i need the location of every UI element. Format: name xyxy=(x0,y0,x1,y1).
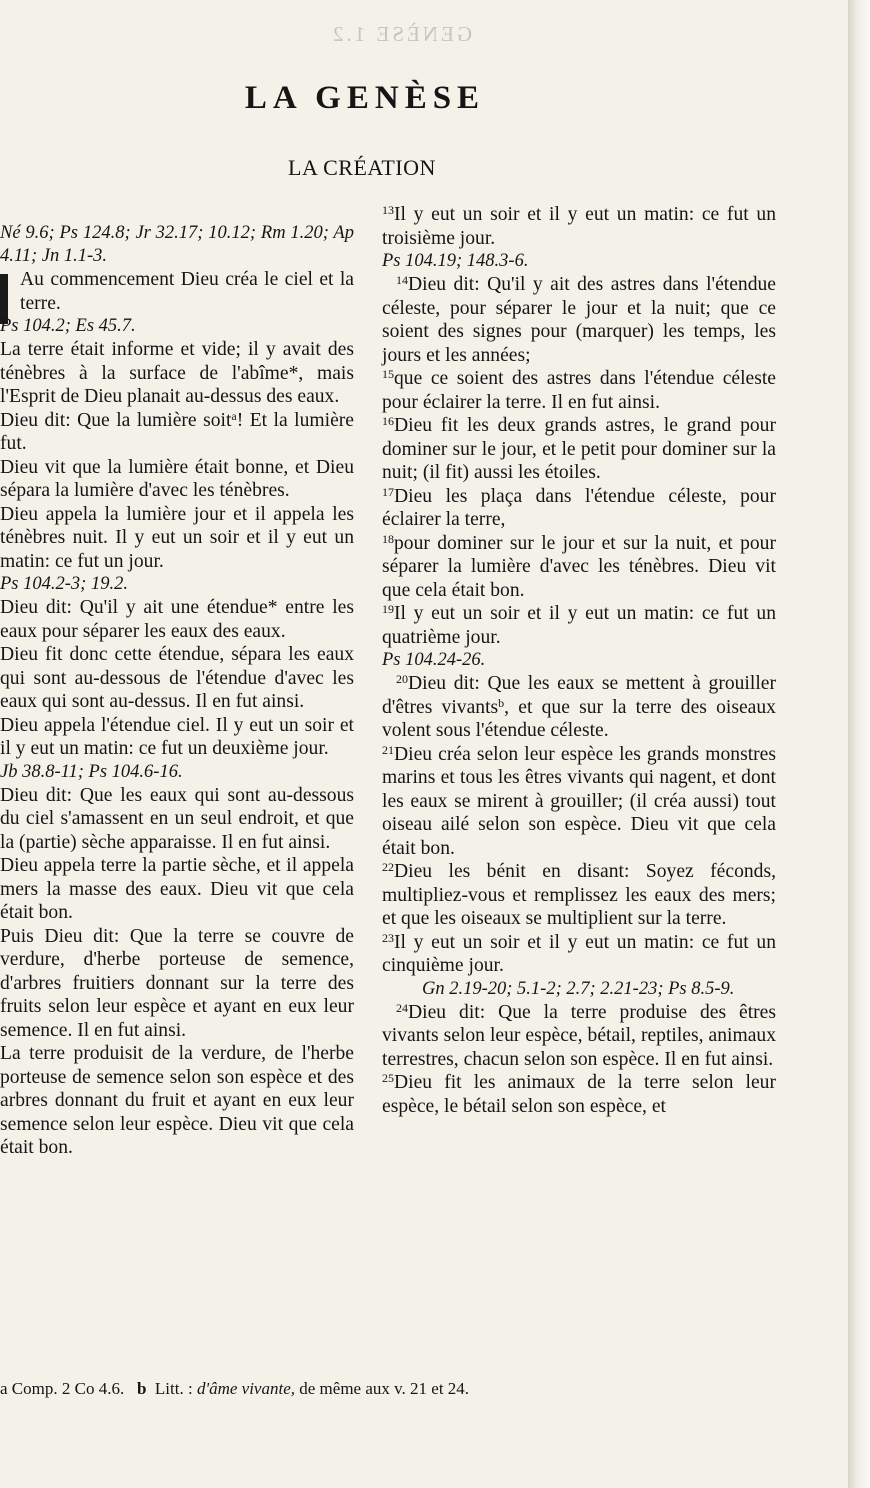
footnote-b-mark: b xyxy=(136,1379,147,1398)
verse-14: $^{14}$Dieu dit: Qu'il y ait des astres dans l'étendue céleste, pour séparer le jour et la nuit; que ce soient des signes pour (marquer) les temps, les jours et les années; xyxy=(382,273,776,366)
footnote-a: Comp. 2 Co 4.6. xyxy=(11,1379,125,1398)
verse-22: $^{22}$Dieu les bénit en disant: Soyez féconds, multipliez-vous et remplissez les eaux des mers; et que les oiseaux se multiplient sur la terre. xyxy=(382,860,776,929)
footnote-a-mark: a xyxy=(0,1379,8,1398)
verse-9: Dieu dit: Que les eaux qui sont au-dessous du ciel s'amassent en un seul endroit, et que la (partie) sèche apparaisse. Il en fut ainsi. xyxy=(0,784,354,853)
cross-reference: Ps 104.24-26. xyxy=(382,650,486,670)
cross-reference: Né 9.6; Ps 124.8; Jr 32.17; 10.12; Rm 1.20; Ap 4.11; Jn 1.1-3. xyxy=(0,223,354,266)
verse-number: 15 xyxy=(382,367,394,381)
verse-number: 17 xyxy=(382,484,394,499)
verse-10: Dieu appela terre la partie sèche, et il appela mers la masse des eaux. Dieu vit que cela était bon. xyxy=(0,855,354,923)
footnote-b-prefix: Litt. : xyxy=(154,1379,193,1398)
verse-number: 21 xyxy=(382,742,394,757)
section-title: LA CRÉATION xyxy=(288,155,436,180)
verse-6: Dieu dit: Qu'il y ait une étendue* entre les eaux pour séparer les eaux des eaux. xyxy=(0,597,354,642)
cross-reference: Ps 104.2-3; 19.2. xyxy=(0,574,128,594)
verse-18: $^{18}$pour dominer sur le jour et sur la nuit, et pour séparer la lumière d'avec les ténèbres. Dieu vit que cela était bon. xyxy=(382,531,776,601)
verse-19: $^{19}$Il y eut un soir et il y eut un matin: ce fut un quatrième jour. xyxy=(382,602,776,648)
verse-13: $^{13}$Il y eut un soir et il y eut un matin: ce fut un troisième jour. xyxy=(382,203,776,249)
verse-number: 13 xyxy=(382,203,394,217)
verse-8: Dieu appela l'étendue ciel. Il y eut un soir et il y eut un matin: ce fut un deuxième jour. xyxy=(0,714,354,759)
cross-reference: Jb 38.8-11; Ps 104.6-16. xyxy=(0,761,183,782)
verse-number: 16 xyxy=(382,414,394,428)
mirrored-running-head: GENÈSE 1.2 xyxy=(330,22,472,46)
cross-reference: Gn 2.19-20; 5.1-2; 2.7; 2.21-23; Ps 8.5-9. xyxy=(422,978,735,999)
cross-reference: Ps 104.19; 148.3-6. xyxy=(382,251,529,271)
footnotes xyxy=(0,1378,780,1400)
verse-2: La terre était informe et vide; il y avait des ténèbres à la surface de l'abîme*, mais l'Esprit de Dieu planait au-dessus des eaux. xyxy=(0,339,354,407)
verse-5: Dieu appela la lumière jour et il appela les ténèbres nuit. Il y eut un soir et il y eut un matin: ce fut un jour. xyxy=(0,503,354,572)
footnote-mark-b: b xyxy=(498,695,505,710)
book-title: LA GENÈSE xyxy=(244,80,486,116)
verse-number: 19 xyxy=(382,602,394,616)
verse-23: $^{23}$Il y eut un soir et il y eut un matin: ce fut un cinquième jour. xyxy=(382,930,776,976)
verse-number: 24 xyxy=(396,1000,408,1015)
verse-17: $^{17}$Dieu les plaça dans l'étendue céleste, pour éclairer la terre, xyxy=(382,484,776,530)
verse-12: La terre produisit de la verdure, de l'herbe porteuse de semence selon son espèce et des arbres donnant du fruit et ayant en eux leur semence selon leur espèce. Dieu vit que cela était bon. xyxy=(0,1043,354,1158)
verse-21: $^{21}$Dieu créa selon leur espèce les grands monstres marins et tous les êtres vivants qui nagent, et dont les eaux se mirent à grouiller; (il créa aussi) tout oiseau ailé selon son espèce. Dieu vit que cela était bon. xyxy=(382,742,776,859)
verse-11: Puis Dieu dit: Que la terre se couvre de verdure, d'herbe porteuse de semence, d'arbres fruitiers donnant sur la terre des fruits selon leur espèce et ayant en eux leur semence. Il en fut ainsi. xyxy=(0,925,354,1041)
verse-24: $^{24}$Dieu dit: Que la terre produise des êtres vivants selon leur espèce, bétail, reptiles, animaux terrestres, chacun selon son espèce. Il en fut ainsi. xyxy=(382,1000,776,1070)
left-column xyxy=(0,222,354,1160)
verse-number: 20 xyxy=(396,672,408,686)
footnote-b-italic: d'âme vivante, xyxy=(196,1379,295,1398)
page-edge xyxy=(848,0,870,1488)
verse-7: Dieu fit donc cette étendue, sépara les eaux qui sont au-dessous de l'étendue d'avec les eaux qui sont au-dessus. Il en fut ainsi. xyxy=(0,644,354,712)
verse-16: $^{16}$Dieu fit les deux grands astres, le grand pour dominer sur le jour, et le petit pour dominer sur la nuit; (il fit) aussi les étoiles. xyxy=(382,414,776,483)
verse-3: Dieu dit: Que la lumière soit$^a$! Et la lumière fut. xyxy=(0,408,354,454)
verse-number: 22 xyxy=(382,860,394,874)
verse-number: 14 xyxy=(396,273,408,287)
right-column xyxy=(382,203,776,1118)
verse-4: Dieu vit que la lumière était bonne, et Dieu sépara la lumière d'avec les ténèbres. xyxy=(0,456,354,501)
verse-number: 25 xyxy=(382,1071,394,1085)
verse-25: $^{25}$Dieu fit les animaux de la terre selon leur espèce, le bétail selon son espèce, et xyxy=(382,1071,776,1117)
verse-20: $^{20}$Dieu dit: Que les eaux se mettent à grouiller d'êtres vivants$^b$, et que sur la terre des oiseaux volent sous l'étendue céleste. xyxy=(382,672,776,741)
footnote-mark-a: a xyxy=(231,408,237,423)
verse-1: Au commencement Dieu créa le ciel et la terre. xyxy=(20,269,354,314)
verse-number: 23 xyxy=(382,930,394,945)
cross-reference: Ps 104.2; Es 45.7. xyxy=(0,316,136,336)
footnote-b-suffix: de même aux v. 21 et 24. xyxy=(299,1379,470,1398)
verse-number: 18 xyxy=(382,531,394,546)
verse-15: $^{15}$que ce soient des astres dans l'étendue céleste pour éclairer la terre. Il en fut ainsi. xyxy=(382,367,776,413)
